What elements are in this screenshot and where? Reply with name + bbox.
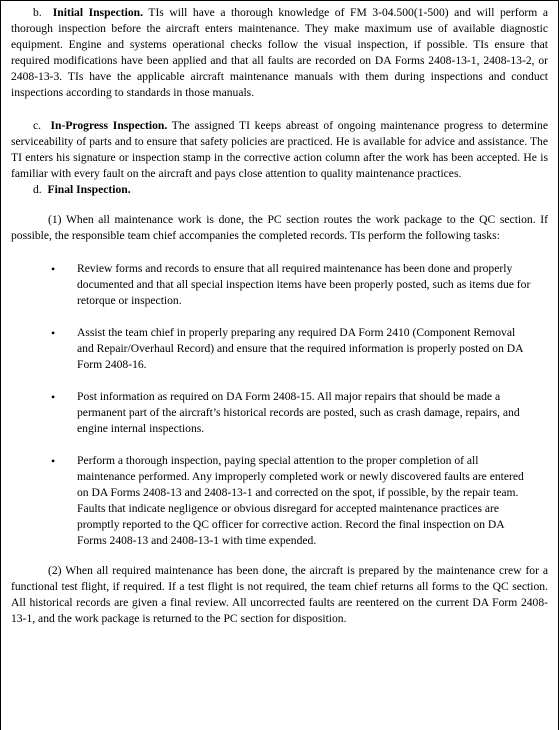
section-d-heading: [11, 182, 548, 198]
bullet-icon: •: [51, 262, 56, 276]
section-d-label: d.: [33, 183, 42, 196]
section-c-label: c.: [33, 119, 42, 132]
section-d-title: Final Inspection.: [47, 183, 131, 196]
section-b-body: TIs will have a thorough knowledge of FM 3-04.500(1-500) and will perform a thorough inspection before the aircraft enters maintenance. They make maximum use of available diagnostic equipment. Engine and systems operational checks follow the visual inspection, if possible. TIs ensure that required modifications have been applied and that all faults are recorded on DA Forms 2408-13-1, 2408-13-2, or 2408-13-3. TIs have the applicable aircraft maintenance manuals with them during inspections and conduct inspections according to standards in those manuals.: [11, 6, 548, 99]
section-d-paragraph-1: (1) When all maintenance work is done, the PC section routes the work package to the QC section. If possible, the responsible team chief accompanies the completed records. TIs perform the following tasks:: [11, 213, 548, 242]
list-item: [11, 453, 548, 549]
section-c-body: The assigned TI keeps abreast of ongoing maintenance progress to determine serviceability of parts and to ensure that safety policies are practiced. He is available for advice and assistance. The TI enters his signature or inspection stamp in the corrective action column after the work has been accepted. He is familiar with every fault on the aircraft and pays close attention to quality maintenance practices.: [11, 119, 548, 180]
task-text: Review forms and records to ensure that all required maintenance has been done and properly documented and that all special inspection items have been properly posted, such as items due for retorque or inspection.: [77, 262, 531, 307]
bullet-icon: •: [51, 390, 56, 404]
section-c-title: In-Progress Inspection.: [50, 119, 168, 132]
list-item: [11, 325, 548, 373]
task-list: [11, 261, 548, 549]
bullet-icon: •: [51, 454, 56, 468]
task-text: Post information as required on DA Form 2408-15. All major repairs that should be made a permanent part of the aircraft’s historical records are posted, such as crash damage, repairs, and engine internal inspections.: [77, 390, 520, 435]
task-text: Assist the team chief in properly preparing any required DA Form 2410 (Component Removal and Repair/Overhaul Record) and ensure that the required information is properly posted on DA Form 2408-16.: [77, 326, 523, 371]
section-b-title: Initial Inspection.: [52, 6, 144, 19]
task-text: Perform a thorough inspection, paying special attention to the proper completion of all maintenance performed. Any improperly completed work or newly discovered faults are entered on DA Forms 2408-13 and 2408-13-1 and corrected on the spot, if possible, by the repair team. Faults that indicate negligence or obvious disregard for accepted maintenance practices are promptly reported to the QC officer for corrective action. Record the final inspection on DA Forms 2408-13 and 2408-13-1 with time expended.: [77, 454, 524, 547]
bullet-icon: •: [51, 326, 56, 340]
section-b-paragraph: [11, 5, 548, 101]
list-item: [11, 261, 548, 309]
section-c-paragraph: [11, 118, 548, 182]
list-item: [11, 389, 548, 437]
section-d-paragraph-2: (2) When all required maintenance has been done, the aircraft is prepared by the maintenance crew for a functional test flight, if required. If a test flight is not required, the team chief returns all forms to the QC section. All historical records are given a final review. All uncorrected faults are reentered on the current DA Form 2408-13-1, and the work package is returned to the PC section for disposition.: [11, 564, 548, 625]
section-b-label: b.: [33, 6, 42, 19]
